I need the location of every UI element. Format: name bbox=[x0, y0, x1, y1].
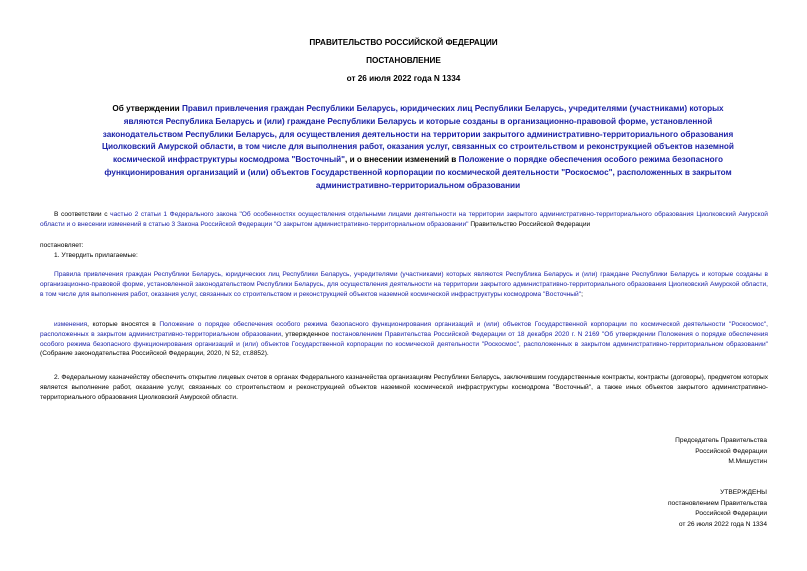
changes-mid1: , которые вносятся в bbox=[87, 321, 160, 328]
changes-end: (Собрание законодательства Российской Федерации, 2020, N 52, ст.8852). bbox=[40, 350, 269, 358]
item-2: 2. Федеральному казначейству обеспечить открытие лицевых счетов в органах Федерального казначейства организациям Республики Беларусь, заключившим государственные контракты, контракты (договоры), предметом которых является выполнение работ, оказание услуг, связанных со строительством и реконструкцией объектов наземной космической инфраструктуры космодрома "Восточный", а также иных объектов закрытого административно-территориального образования Циолковский Амурской области. bbox=[40, 374, 768, 401]
title-prefix: Об утверждении bbox=[112, 104, 182, 113]
signature-title: Председатель Правительства bbox=[675, 437, 767, 444]
signature-country: Российской Федерации bbox=[695, 447, 767, 455]
decrees-text: постановляет: bbox=[40, 242, 84, 249]
preamble-start: В соответствии с bbox=[54, 211, 111, 218]
approval-stamp bbox=[467, 488, 767, 530]
approved-date: от 26 июля 2022 года N 1334 bbox=[678, 520, 767, 528]
title-middle: , и о внесении изменений в bbox=[345, 155, 459, 165]
preamble-end: Правительство Российской Федерации bbox=[468, 220, 591, 228]
item-1: 1. Утвердить прилагаемые: bbox=[54, 252, 138, 259]
changes-link[interactable]: изменения bbox=[54, 321, 88, 328]
approved-label: УТВЕРЖДЕНЫ bbox=[720, 489, 767, 496]
approved-line2: Российской Федерации bbox=[695, 510, 767, 518]
decree-2169-link[interactable]: постановлением Правительства Российской Федерации от 18 декабря 2020 г. N 2169 "Об утверждении Положения о порядке обеспечения особого режима безопасного функционирования организаций и (или) объектов Государственной корпорации по космической деятельности "Роскосмос", расположенных в закрытом административно-территориальном образовании" bbox=[40, 330, 768, 348]
changes-regulation-link[interactable]: Положение о порядке обеспечения особого режима безопасного функционирования организаций и (или) объектов Государственной корпорации по космической деятельности "Роскосмос", расположенных в закрытом административно-территориальном образовании bbox=[40, 321, 768, 338]
document-title bbox=[92, 103, 744, 193]
preamble bbox=[40, 210, 768, 230]
changes-mid2: , утвержденное bbox=[281, 330, 332, 338]
rules-link[interactable]: Правил привлечения граждан Республики Беларусь, юридических лиц Республики Беларусь, учредителями (участниками) которых являются Республика Беларусь и (или) граждане Республики Беларусь и которые созданы в организационно-правовой форме, установленной законодательством Республики Беларусь, для осуществления деятельности на территории закрытого административно-территориального образования Циолковский Амурской области, в том числе для выполнения работ, оказания услуг, связанных со строительством и реконструкцией объектов наземной космической инфраструктуры космодрома "Восточный" bbox=[102, 104, 734, 165]
government-heading: ПРАВИТЕЛЬСТВО РОССИЙСКОЙ ФЕДЕРАЦИИ bbox=[309, 38, 498, 47]
approved-rules-end: ; bbox=[581, 290, 583, 298]
changes-item bbox=[40, 320, 768, 359]
document-type: ПОСТАНОВЛЕНИЕ bbox=[366, 56, 441, 65]
approved-rules-link[interactable]: Правила привлечения граждан Республики Беларусь, юридических лиц Республики Беларусь, учредителями (участниками) которых являются Республика Беларусь и (или) граждане Республики Беларусь и которые созданы в организационно-правовой форме, установленной законодательством Республики Беларусь, для осуществления деятельности на территории закрытого административно-территориального образования Циолковский Амурской области, в том числе для выполнения работ, оказания услуг, связанных со строительством и реконструкцией объектов наземной космической инфраструктуры космодрома "Восточный" bbox=[40, 271, 768, 298]
law-link[interactable]: частью 2 статьи 1 Федерального закона "Об особенностях осуществления отдельными лицами деятельности на территории закрытого административно-территориального образования Циолковский Амурской области и о внесении изменений в статью 3 Закона Российской Федерации "О закрытом административно-территориальном образовании" bbox=[40, 211, 768, 228]
signature-name: М.Мишустин bbox=[728, 458, 767, 466]
approved-rules-item bbox=[40, 270, 768, 299]
signature-block bbox=[467, 436, 767, 468]
approved-line1: постановлением Правительства bbox=[667, 499, 767, 507]
regulation-link[interactable]: Положение о порядке обеспечения особого режима безопасного функционирования организаций и (или) объектов Государственной корпорации по космической деятельности "Роскосмос", расположенных в закрытом административно-территориальном образовании bbox=[104, 155, 732, 190]
document-date-number: от 26 июля 2022 года N 1334 bbox=[346, 74, 461, 83]
